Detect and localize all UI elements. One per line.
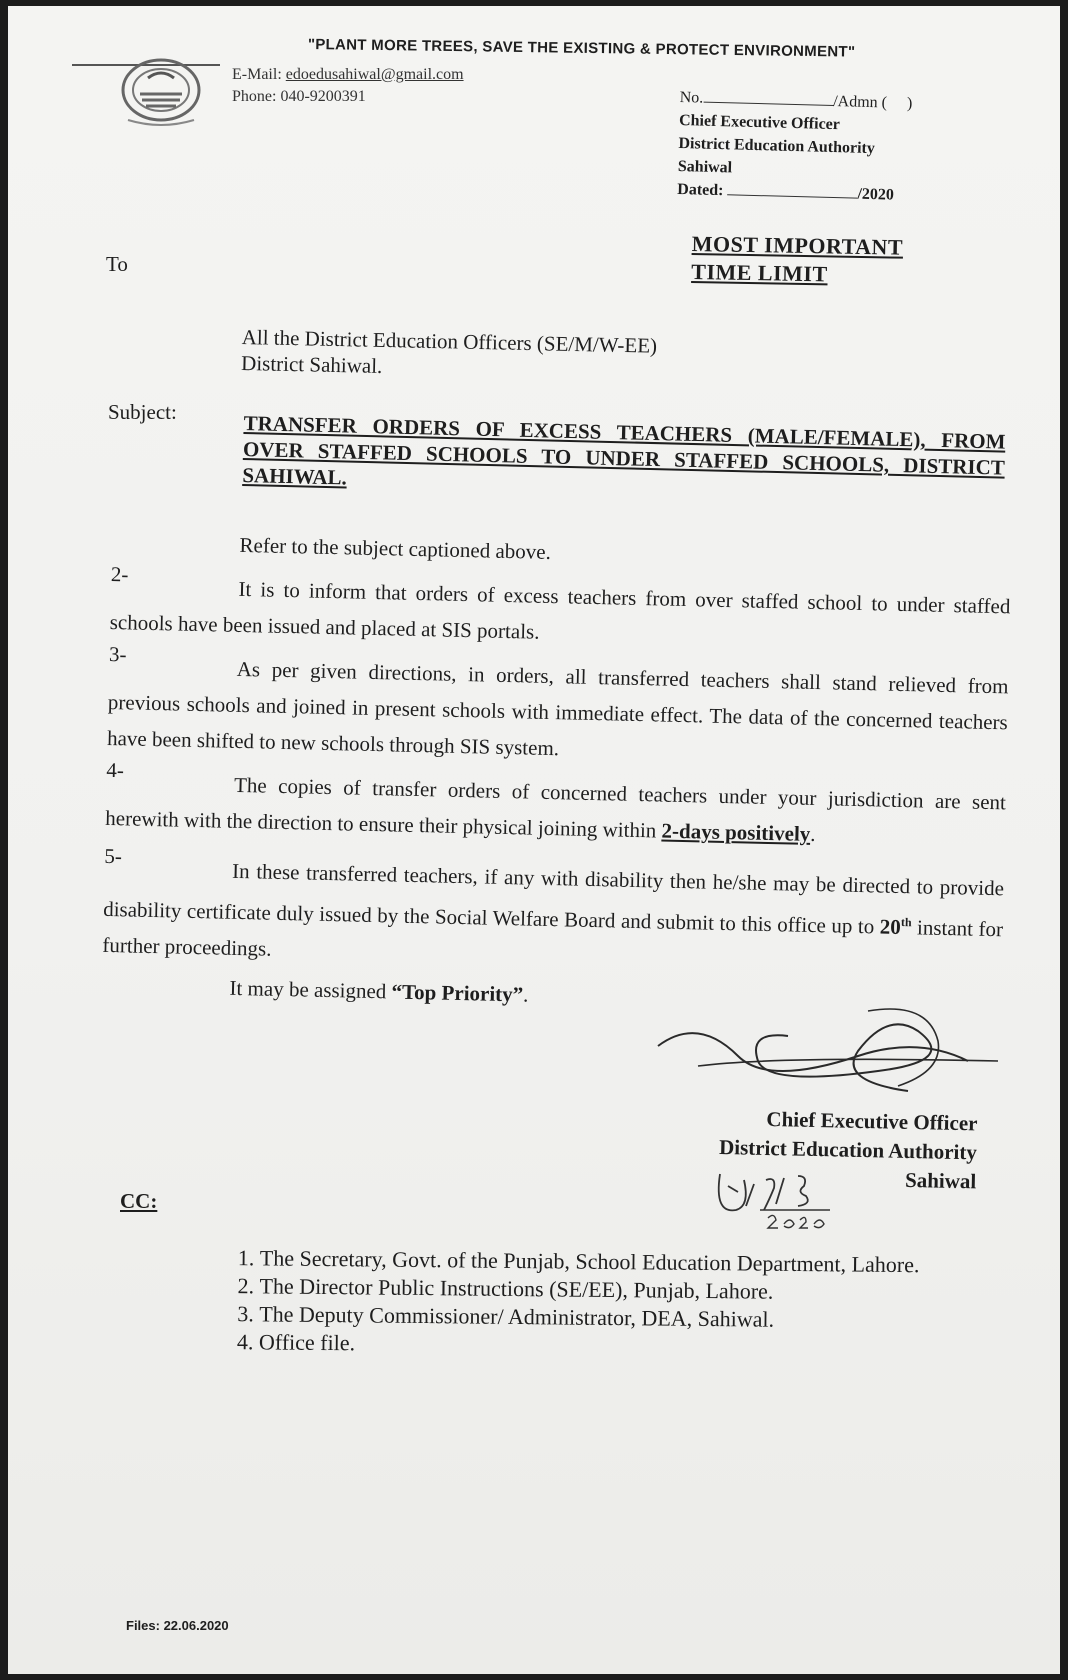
email-label: E-Mail: — [232, 66, 282, 83]
letter-number-label: No. — [679, 88, 704, 107]
cc-item: 4. Office file. — [259, 1328, 919, 1363]
paragraph-3-number: 3- — [108, 641, 127, 667]
priority-notice — [691, 230, 903, 290]
signature-city: Sahiwal — [904, 1167, 977, 1194]
cc-item: 2. The Director Public Instructions (SE/EE), Punjab, Lahore. — [259, 1272, 919, 1307]
dated-blank — [727, 194, 857, 198]
government-logo-icon — [118, 50, 204, 128]
paragraph-6-emphasis: “Top Priority” — [391, 979, 524, 1007]
paragraph-2: It is to inform that orders of excess teachers from over staffed school to under staffed schools have been issued and placed at SIS portals. — [109, 576, 1011, 644]
paragraph-4-text: The copies of transfer orders of concerned teachers under your jurisdiction are sent herewith with the direction to ensure their physical joining within — [105, 772, 1007, 843]
signature-authority: District Education Authority — [718, 1134, 978, 1165]
office-block — [677, 86, 913, 207]
paragraph-4-number: 4- — [106, 757, 125, 783]
handwritten-date — [714, 1166, 854, 1236]
cc-label: CC: — [120, 1189, 158, 1213]
letter-number-suffix: /Admn ( — [832, 93, 888, 112]
email-line — [232, 64, 464, 86]
priority-line-1: MOST IMPORTANT — [691, 230, 904, 260]
office-authority: District Education Authority — [678, 134, 876, 158]
paragraph-1: Refer to the subject captioned above. — [239, 532, 552, 564]
addressee-line-2: District Sahiwal. — [240, 350, 383, 378]
phone-number: 040-9200391 — [280, 88, 366, 105]
addressee-line-1: All the District Education Officers (SE/M/W-EE) — [241, 324, 658, 358]
files-footer: Files: 22.06.2020 — [126, 1618, 229, 1633]
contact-info — [232, 64, 464, 108]
paragraph-5-day-suffix: th — [900, 915, 912, 930]
cc-item: 3. The Deputy Commissioner/ Administrator, DEA, Sahiwal. — [259, 1300, 919, 1335]
subject-text: TRANSFER ORDERS OF EXCESS TEACHERS (MALE/FEMALE), FROM OVER STAFFED SCHOOLS TO UNDER STAFFED SCHOOLS, DISTRICT SAHIWAL. — [242, 410, 1006, 490]
paragraph-2-number: 2- — [110, 561, 129, 587]
cc-item: 1. The Secretary, Govt. of the Punjab, School Education Department, Lahore. — [260, 1244, 920, 1279]
phone-label: Phone: — [232, 88, 277, 105]
paragraph-3: As per given directions, in orders, all transferred teachers shall stand relieved from previous schools and joined in present schools with immediate effect. The data of the concerned teachers have been shifted to new schools through SIS system. — [106, 656, 1009, 761]
addressee — [241, 324, 657, 385]
priority-line-2: TIME LIMIT — [691, 258, 828, 287]
letter-body — [101, 524, 1012, 1027]
paragraph-6-end: . — [522, 982, 529, 1007]
paragraph-5-end: instant for further proceedings. — [102, 915, 1004, 961]
paragraph-6-text: It may be assigned — [229, 975, 392, 1004]
letter-date — [677, 178, 910, 207]
signature-designation: Chief Executive Officer — [766, 1106, 978, 1136]
paragraph-5 — [102, 850, 1004, 983]
to-label: To — [106, 252, 128, 276]
phone-line — [232, 86, 464, 108]
dated-label: Dated: — [677, 180, 724, 200]
office-city: Sahiwal — [677, 157, 733, 177]
letter-number-blank — [703, 102, 833, 106]
paragraph-5-number: 5- — [104, 843, 123, 869]
office-designation: Chief Executive Officer — [678, 111, 841, 134]
letter-page — [8, 6, 1060, 1674]
subject-label: Subject: — [108, 400, 177, 424]
dated-year: /2020 — [857, 185, 895, 204]
header-slogan: "PLANT MORE TREES, SAVE THE EXISTING & PROTECT ENVIRONMENT" — [307, 36, 856, 61]
paragraph-4-deadline: 2-days positively — [661, 818, 811, 846]
cc-list — [227, 1244, 920, 1363]
paragraph-4-end: . — [810, 821, 816, 847]
letter-number-close: ) — [906, 94, 913, 113]
paragraph-5-day: 20 — [879, 914, 902, 939]
paragraph-5-text: In these transferred teachers, if any with disability then he/she may be directed to provide disability certificate duly issued by the Social Welfare Board and submit to this office up to — [102, 858, 1005, 939]
handwritten-signature — [638, 1006, 1058, 1116]
email-address[interactable]: edoedusahiwal@gmail.com — [285, 66, 464, 83]
